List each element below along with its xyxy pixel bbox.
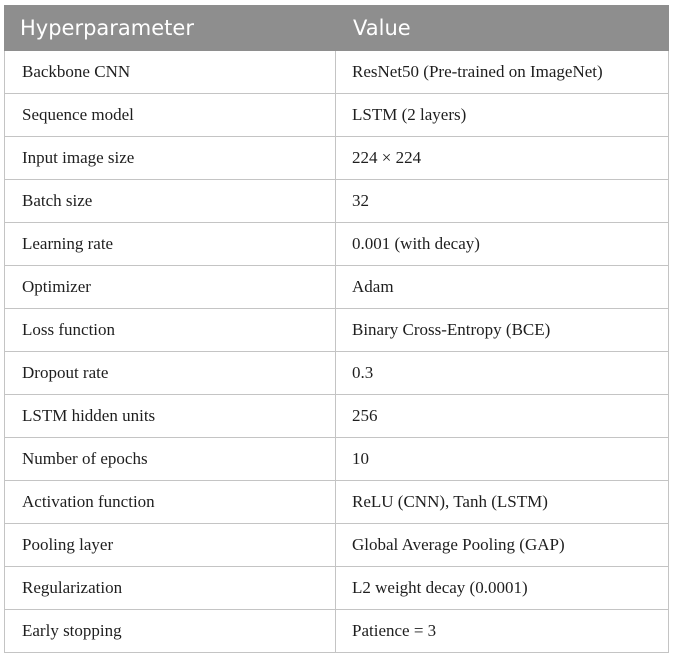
hyperparameter-cell: Backbone CNN bbox=[5, 51, 336, 94]
table-row bbox=[5, 137, 669, 180]
table-row bbox=[5, 51, 669, 94]
table-body bbox=[5, 51, 669, 653]
value-cell: 224 × 224 bbox=[336, 137, 669, 180]
table-row bbox=[5, 438, 669, 481]
value-cell: LSTM (2 layers) bbox=[336, 94, 669, 137]
table-header bbox=[5, 6, 669, 51]
table-row bbox=[5, 94, 669, 137]
table-row bbox=[5, 223, 669, 266]
value-cell: ReLU (CNN), Tanh (LSTM) bbox=[336, 481, 669, 524]
value-cell: Adam bbox=[336, 266, 669, 309]
value-cell: Global Average Pooling (GAP) bbox=[336, 524, 669, 567]
value-cell: 0.001 (with decay) bbox=[336, 223, 669, 266]
table-row bbox=[5, 352, 669, 395]
column-header-value: Value bbox=[336, 6, 669, 51]
table-row bbox=[5, 524, 669, 567]
value-cell: 32 bbox=[336, 180, 669, 223]
hyperparameter-cell: Activation function bbox=[5, 481, 336, 524]
table-row bbox=[5, 266, 669, 309]
table-row bbox=[5, 395, 669, 438]
hyperparameter-cell: LSTM hidden units bbox=[5, 395, 336, 438]
hyperparameter-cell: Learning rate bbox=[5, 223, 336, 266]
value-cell: ResNet50 (Pre-trained on ImageNet) bbox=[336, 51, 669, 94]
hyperparameter-cell: Dropout rate bbox=[5, 352, 336, 395]
value-cell: Patience = 3 bbox=[336, 610, 669, 653]
hyperparameter-cell: Loss function bbox=[5, 309, 336, 352]
table-row bbox=[5, 309, 669, 352]
value-cell: 0.3 bbox=[336, 352, 669, 395]
value-cell: Binary Cross-Entropy (BCE) bbox=[336, 309, 669, 352]
column-header-hyperparameter: Hyperparameter bbox=[5, 6, 336, 51]
hyperparameter-cell: Pooling layer bbox=[5, 524, 336, 567]
table-row bbox=[5, 567, 669, 610]
table-row bbox=[5, 610, 669, 653]
value-cell: L2 weight decay (0.0001) bbox=[336, 567, 669, 610]
header-row bbox=[5, 6, 669, 51]
hyperparameter-cell: Batch size bbox=[5, 180, 336, 223]
hyperparameter-cell: Number of epochs bbox=[5, 438, 336, 481]
value-cell: 10 bbox=[336, 438, 669, 481]
hyperparameter-table bbox=[4, 5, 669, 653]
value-cell: 256 bbox=[336, 395, 669, 438]
table-row bbox=[5, 180, 669, 223]
hyperparameter-cell: Regularization bbox=[5, 567, 336, 610]
table-row bbox=[5, 481, 669, 524]
hyperparameter-cell: Optimizer bbox=[5, 266, 336, 309]
hyperparameter-cell: Sequence model bbox=[5, 94, 336, 137]
hyperparameter-cell: Early stopping bbox=[5, 610, 336, 653]
hyperparameter-cell: Input image size bbox=[5, 137, 336, 180]
